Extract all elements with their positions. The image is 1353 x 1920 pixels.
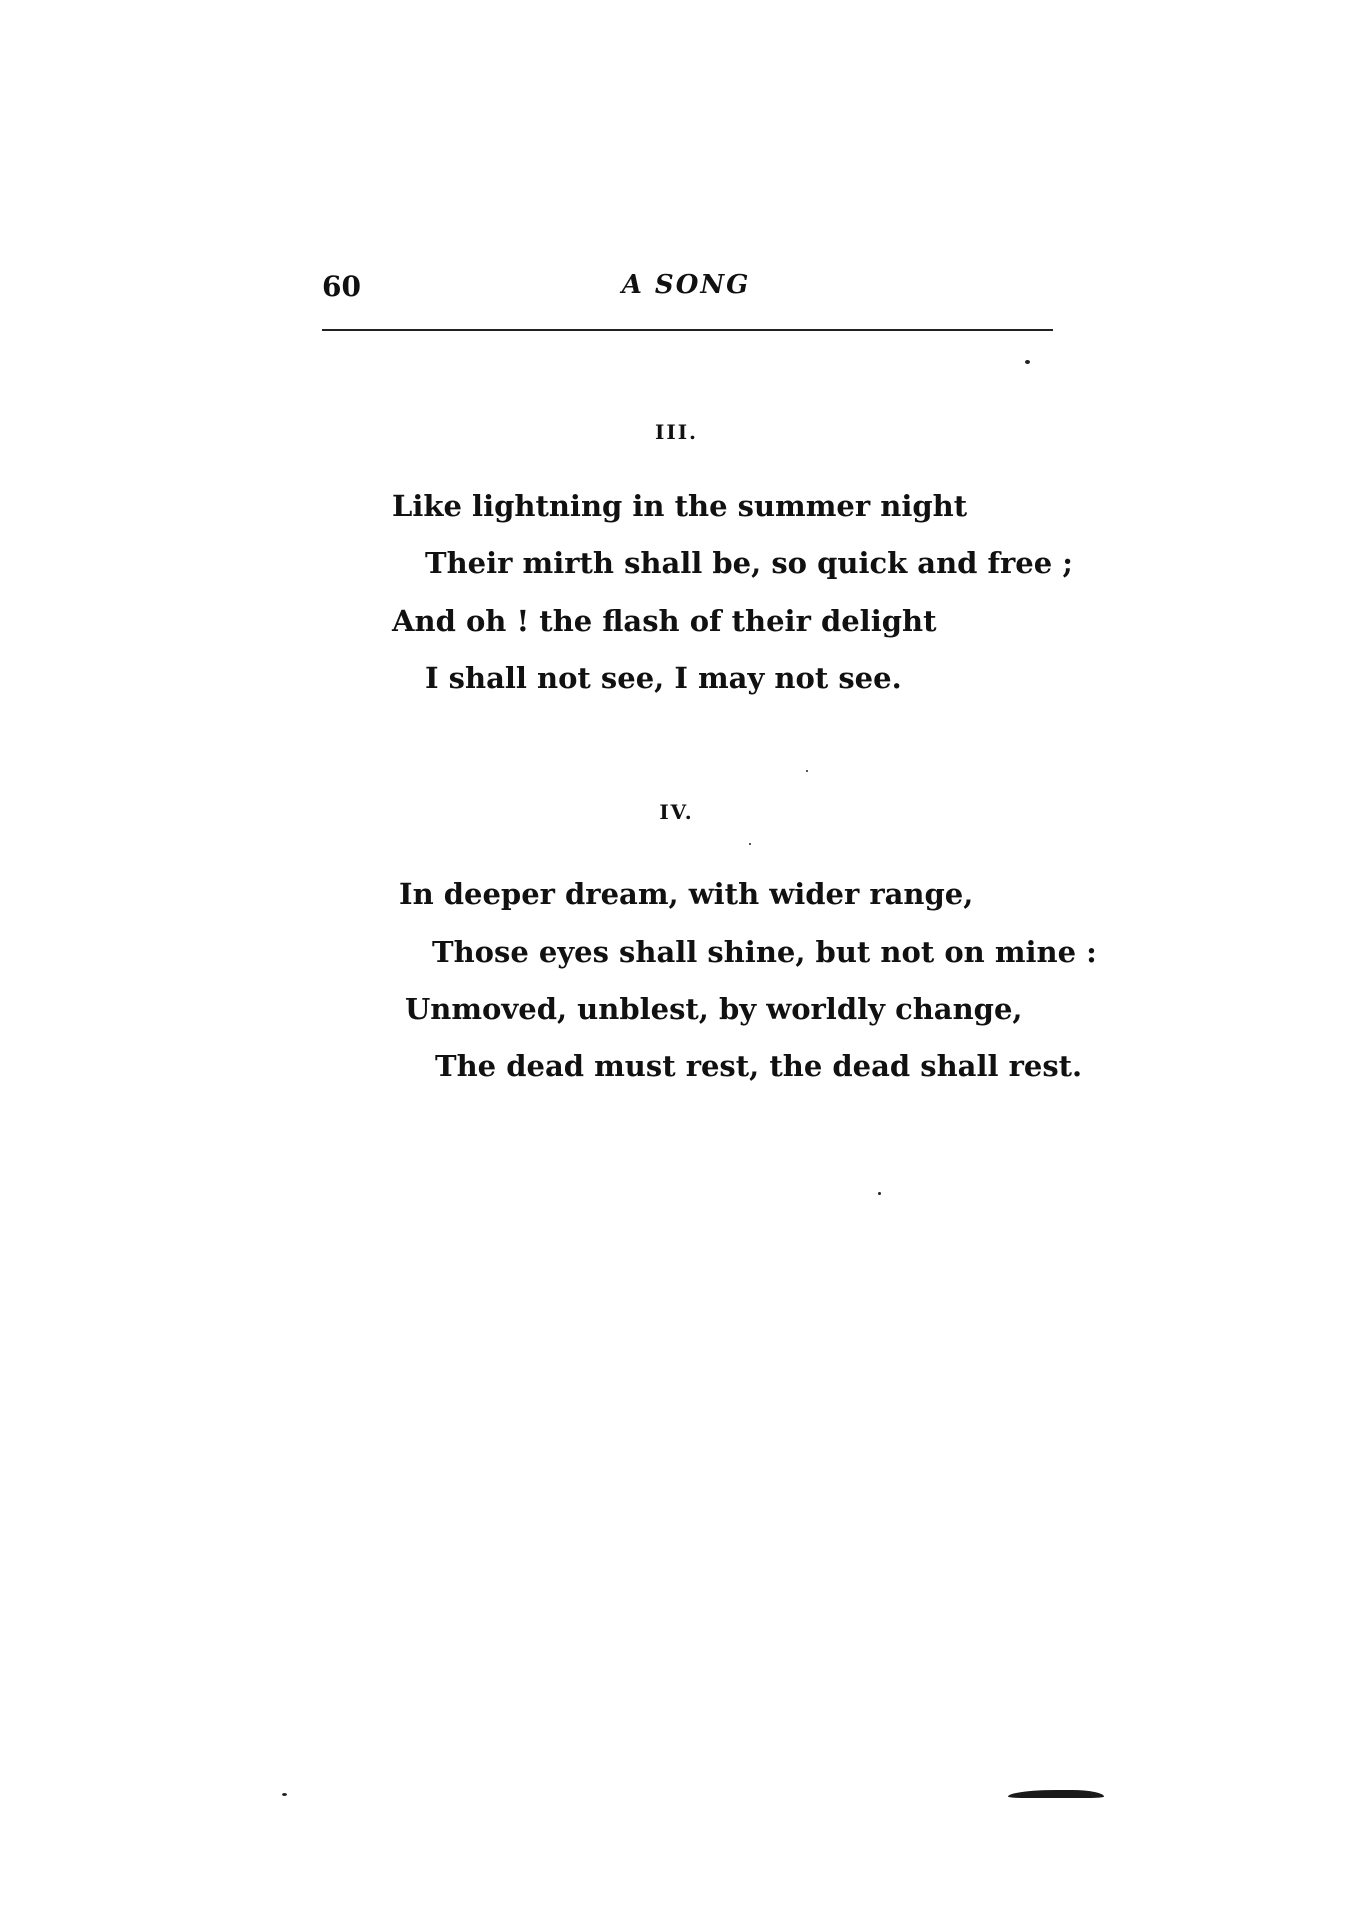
verse-line: I shall not see, I may not see. <box>425 661 902 695</box>
verse-line: Like lightning in the summer night <box>392 489 968 523</box>
running-title: A SONG <box>621 270 751 300</box>
ink-speck <box>806 770 808 772</box>
ink-speck <box>878 1192 881 1195</box>
verse-line: And oh ! the flash of their delight <box>392 604 937 638</box>
ink-speck <box>1025 360 1030 364</box>
ink-speck <box>749 843 751 845</box>
verse-line: In deeper dream, with wider range, <box>399 877 974 911</box>
stanza-number-iv: IV. <box>659 800 694 824</box>
verse-line: Their mirth shall be, so quick and free ; <box>425 546 1074 580</box>
verse-line: Unmoved, unblest, by worldly change, <box>405 992 1023 1026</box>
ink-smudge <box>1008 1790 1104 1798</box>
page-number: 60 <box>322 270 361 303</box>
verse-line: Those eyes shall shine, but not on mine : <box>432 935 1097 969</box>
verse-line: The dead must rest, the dead shall rest. <box>435 1049 1083 1083</box>
running-head <box>322 270 1050 310</box>
stanza-number-iii: III. <box>654 420 699 444</box>
ink-speck <box>282 1793 287 1796</box>
header-rule <box>328 329 1053 331</box>
